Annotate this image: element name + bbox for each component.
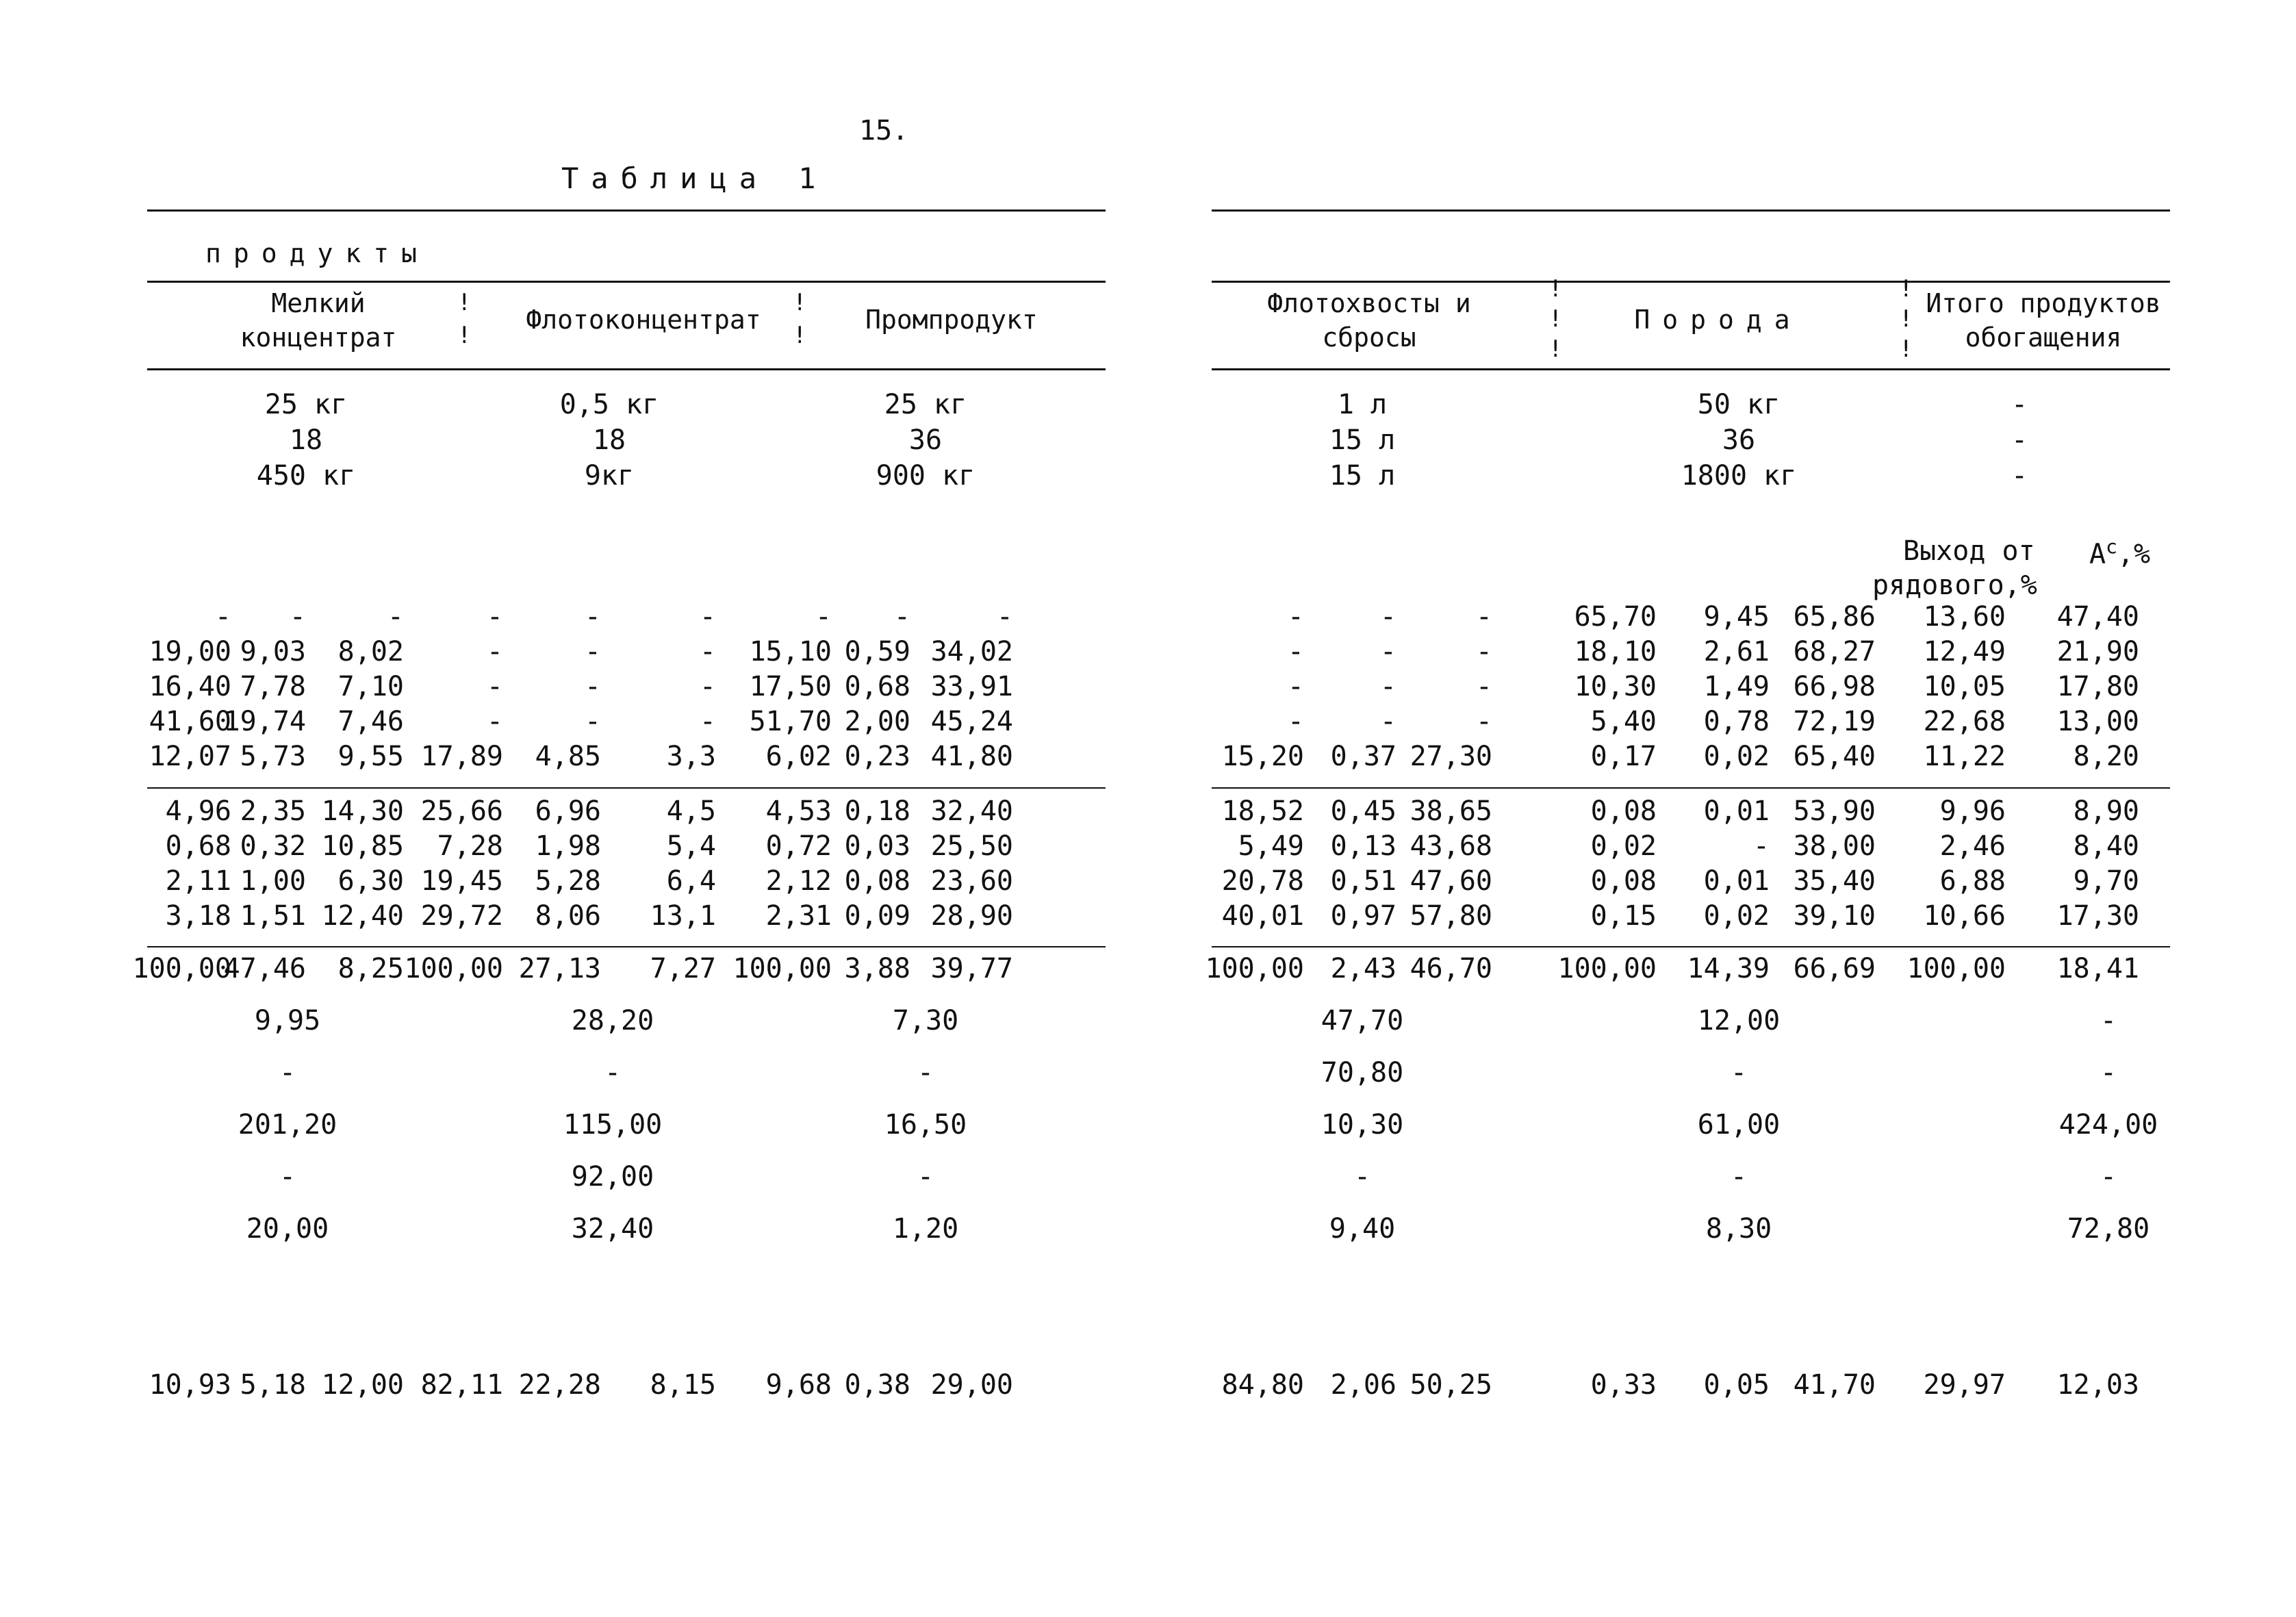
left-final-cell: 10,93	[149, 1369, 231, 1401]
right-separator-2: ! ! !	[1899, 275, 1913, 363]
right-rows_a-cell: 8,20	[2073, 741, 2139, 772]
left-units-cell: 450 кг	[256, 460, 356, 492]
right-rows_a-cell: 13,00	[2056, 706, 2139, 737]
left-units-cell: 900 кг	[876, 460, 975, 492]
right-rows_b-cell: 18,52	[1221, 795, 1304, 827]
right-rows_b-cell: 0,45	[1330, 795, 1396, 827]
left-rows_a-cell: 2,00	[844, 706, 910, 737]
left-rows_b-cell: 8,06	[535, 900, 601, 932]
right-final-cell: 12,03	[2056, 1369, 2139, 1401]
left-rows_a-cell: 17,89	[420, 741, 503, 772]
left-rows_a-cell: 4,85	[535, 741, 601, 772]
right-section-rule-2	[1212, 946, 2170, 947]
right-rows_a-cell: -	[1379, 671, 1396, 702]
left-units-cell: 0,5 кг	[559, 389, 659, 420]
left-total-cell: 100,00	[132, 953, 231, 984]
right-total-cell: 100,00	[1906, 953, 2006, 984]
right-col-header-1-line1: Флотохвосты и	[1267, 288, 1471, 318]
left-rows_b-cell: 5,4	[666, 830, 716, 862]
left-total-cell: 8,25	[337, 953, 404, 984]
right-rows_a-cell: 22,68	[1923, 706, 2006, 737]
left-extra-cell: -	[279, 1161, 296, 1193]
left-rows_b-cell: 5,28	[535, 865, 601, 897]
right-units-cell: -	[2011, 424, 2028, 456]
right-rows_b-cell: 10,66	[1923, 900, 2006, 932]
left-rows_a-cell: 8,02	[337, 636, 404, 667]
left-extra-cell: 32,40	[571, 1213, 654, 1245]
right-final-cell: 84,80	[1221, 1369, 1304, 1401]
right-rows_a-cell: -	[1287, 706, 1304, 737]
right-rows_b-cell: 8,40	[2073, 830, 2139, 862]
ash-label	[2089, 535, 2150, 570]
right-units-cell: 1800 кг	[1681, 460, 1797, 492]
right-rows_a-cell: 21,90	[2056, 636, 2139, 667]
right-rows_a-cell: 2,61	[1703, 636, 1770, 667]
right-rows_a-cell: -	[1379, 706, 1396, 737]
right-rows_a-cell: 11,22	[1923, 741, 2006, 772]
right-rows_a-cell: 0,17	[1590, 741, 1657, 772]
right-separator-1: ! ! !	[1548, 275, 1563, 363]
left-rows_b-cell: 0,72	[765, 830, 832, 862]
left-rows_b-cell: 0,08	[844, 865, 910, 897]
left-group-header: продукты	[205, 238, 430, 268]
right-rows_b-cell: -	[1752, 830, 1770, 862]
left-total-cell: 47,46	[223, 953, 306, 984]
right-units-cell: 15 л	[1329, 424, 1396, 456]
right-rows_a-cell: 0,02	[1703, 741, 1770, 772]
left-rows_b-cell: 0,32	[240, 830, 306, 862]
left-rows_b-cell: 2,31	[765, 900, 832, 932]
table-title: Таблица 1	[561, 162, 828, 195]
left-rows_a-cell: -	[699, 671, 716, 702]
right-rows_a-cell: -	[1475, 706, 1492, 737]
right-final-cell: 0,33	[1590, 1369, 1657, 1401]
right-rows_a-cell: 12,49	[1923, 636, 2006, 667]
right-rows_b-cell: 2,46	[1939, 830, 2006, 862]
left-rows_b-cell: 3,18	[165, 900, 231, 932]
left-final-cell: 29,00	[930, 1369, 1013, 1401]
right-rows_a-cell: 5,40	[1590, 706, 1657, 737]
left-rows_a-cell: -	[486, 671, 503, 702]
right-header-bottom-rule	[1212, 368, 2170, 370]
left-rows_b-cell: 4,96	[165, 795, 231, 827]
left-extra-cell: 201,20	[238, 1109, 337, 1141]
right-rows_a-cell: 1,49	[1703, 671, 1770, 702]
right-rows_b-cell: 40,01	[1221, 900, 1304, 932]
left-rows_a-cell: 15,10	[749, 636, 832, 667]
right-col-header-3-line1: Итого продуктов	[1926, 288, 2161, 318]
right-rows_a-cell: 47,40	[2056, 601, 2139, 633]
left-units-cell: 25 кг	[264, 389, 348, 420]
left-rows_a-cell: -	[289, 601, 306, 633]
right-rows_a-cell: 18,10	[1574, 636, 1657, 667]
right-units-cell: -	[2011, 389, 2028, 420]
right-rows_b-cell: 0,01	[1703, 795, 1770, 827]
right-extra-cell: 72,80	[2067, 1213, 2150, 1245]
right-extra-cell: 12,00	[1697, 1005, 1781, 1036]
page-number: 15.	[859, 115, 909, 147]
right-total-cell: 66,69	[1793, 953, 1876, 984]
right-rows_b-cell: 17,30	[2056, 900, 2139, 932]
left-col-header-1-line1: Мелкий	[271, 288, 366, 318]
left-extra-cell: 16,50	[884, 1109, 967, 1141]
left-col-header-3	[794, 303, 1109, 337]
left-rows_a-cell: 5,73	[240, 741, 306, 772]
right-rows_a-cell: 65,40	[1793, 741, 1876, 772]
right-rows_a-cell: -	[1379, 636, 1396, 667]
left-total-cell: 7,27	[650, 953, 716, 984]
left-rows_b-cell: 2,11	[165, 865, 231, 897]
left-rows_a-cell: -	[584, 671, 601, 702]
left-rows_a-cell: -	[486, 636, 503, 667]
left-units-cell: 9кг	[584, 460, 635, 492]
left-rows_a-cell: 17,50	[749, 671, 832, 702]
left-rows_b-cell: 0,18	[844, 795, 910, 827]
right-final-cell: 41,70	[1793, 1369, 1876, 1401]
ash-suffix: ,%	[2117, 538, 2151, 570]
left-rows_b-cell: 6,30	[337, 865, 404, 897]
left-rows_a-cell: 6,02	[765, 741, 832, 772]
left-rows_a-cell: 9,55	[337, 741, 404, 772]
right-rows_b-cell: 0,51	[1330, 865, 1396, 897]
left-rows_a-cell: 0,23	[844, 741, 910, 772]
left-rows_a-cell: -	[996, 601, 1013, 633]
left-rows_a-cell: 12,07	[149, 741, 231, 772]
right-extra-cell: 70,80	[1321, 1057, 1404, 1088]
right-rows_b-cell: 5,49	[1238, 830, 1304, 862]
right-rows_a-cell: 10,30	[1574, 671, 1657, 702]
left-rows_b-cell: 0,68	[165, 830, 231, 862]
right-rows_a-cell: 27,30	[1410, 741, 1492, 772]
left-final-cell: 22,28	[518, 1369, 601, 1401]
right-rows_b-cell: 57,80	[1410, 900, 1492, 932]
left-rows_b-cell: 4,5	[666, 795, 716, 827]
right-rows_b-cell: 38,65	[1410, 795, 1492, 827]
left-rows_a-cell: 7,10	[337, 671, 404, 702]
right-rows_b-cell: 0,97	[1330, 900, 1396, 932]
right-units-cell: -	[2011, 460, 2028, 492]
left-extra-cell: 28,20	[571, 1005, 654, 1036]
left-col-header-2	[479, 303, 808, 337]
left-extra-cell: -	[279, 1057, 296, 1088]
left-rows_a-cell: 51,70	[749, 706, 832, 737]
right-col-header-2	[1581, 303, 1855, 337]
left-rows_a-cell: -	[486, 601, 503, 633]
right-units-cell: 50 кг	[1697, 389, 1781, 420]
right-extra-cell: -	[2100, 1161, 2117, 1193]
right-rows_b-cell: 47,60	[1410, 865, 1492, 897]
left-rows_a-cell: 33,91	[930, 671, 1013, 702]
right-total-cell: 100,00	[1557, 953, 1657, 984]
right-rows_b-cell: 0,01	[1703, 865, 1770, 897]
left-extra-cell: 1,20	[892, 1213, 959, 1245]
left-rows_a-cell: 0,59	[844, 636, 910, 667]
left-final-cell: 82,11	[420, 1369, 503, 1401]
left-rows_b-cell: 0,03	[844, 830, 910, 862]
right-total-cell: 46,70	[1410, 953, 1492, 984]
left-rows_b-cell: 25,66	[420, 795, 503, 827]
right-final-cell: 2,06	[1330, 1369, 1396, 1401]
left-col-header-2-line1: Флотоконцентрат	[526, 305, 761, 335]
right-rows_a-cell: 10,05	[1923, 671, 2006, 702]
left-rows_a-cell: 34,02	[930, 636, 1013, 667]
left-col-header-3-line1: Промпродукт	[865, 305, 1038, 335]
right-rows_b-cell: 20,78	[1221, 865, 1304, 897]
left-rows_b-cell: 28,90	[930, 900, 1013, 932]
right-rows_a-cell: 17,80	[2056, 671, 2139, 702]
right-total-cell: 2,43	[1330, 953, 1396, 984]
right-rows_a-cell: 15,20	[1221, 741, 1304, 772]
left-rows_a-cell: 9,03	[240, 636, 306, 667]
right-rows_b-cell: 9,96	[1939, 795, 2006, 827]
right-rows_b-cell: 0,15	[1590, 900, 1657, 932]
right-col-header-3	[1910, 286, 2177, 355]
right-section-rule-1	[1212, 787, 2170, 789]
right-rows_a-cell: 72,19	[1793, 706, 1876, 737]
left-section-rule-2	[147, 946, 1106, 947]
left-rows_b-cell: 1,00	[240, 865, 306, 897]
yield-label-line1: Выход от	[1903, 535, 2035, 567]
right-extra-cell: 8,30	[1705, 1213, 1772, 1245]
right-rows_b-cell: 0,02	[1703, 900, 1770, 932]
right-extra-cell: -	[2100, 1057, 2117, 1088]
left-rows_b-cell: 29,72	[420, 900, 503, 932]
left-total-cell: 39,77	[930, 953, 1013, 984]
left-rows_a-cell: -	[214, 601, 231, 633]
right-col-header-2-line1: Порода	[1634, 305, 1802, 335]
left-header-bottom-rule	[147, 368, 1106, 370]
right-rows_a-cell: 65,70	[1574, 601, 1657, 633]
left-rows_b-cell: 14,30	[321, 795, 404, 827]
left-extra-cell: -	[604, 1057, 622, 1088]
right-extra-cell: -	[1730, 1161, 1748, 1193]
left-rows_a-cell: 0,68	[844, 671, 910, 702]
left-rows_b-cell: 2,35	[240, 795, 306, 827]
left-total-cell: 100,00	[732, 953, 832, 984]
left-rows_b-cell: 12,40	[321, 900, 404, 932]
right-extra-cell: 424,00	[2058, 1109, 2158, 1141]
right-rows_a-cell: 13,60	[1923, 601, 2006, 633]
left-total-cell: 3,88	[844, 953, 910, 984]
left-units-cell: 18	[289, 424, 323, 456]
left-units-cell: 25 кг	[884, 389, 967, 420]
right-total-cell: 18,41	[2056, 953, 2139, 984]
right-units-cell: 36	[1722, 424, 1756, 456]
right-col-header-1	[1205, 286, 1533, 355]
right-final-cell: 50,25	[1410, 1369, 1492, 1401]
left-rows_b-cell: 19,45	[420, 865, 503, 897]
left-extra-cell: 92,00	[571, 1161, 654, 1193]
left-rows_a-cell: 45,24	[930, 706, 1013, 737]
right-extra-cell: 61,00	[1697, 1109, 1781, 1141]
right-rows_a-cell: 0,37	[1330, 741, 1396, 772]
right-rows_a-cell: -	[1287, 671, 1304, 702]
left-rows_a-cell: -	[699, 601, 716, 633]
right-header-top-rule	[1212, 281, 2170, 283]
yield-label-line2: рядового,%	[1872, 570, 2037, 601]
left-rows_b-cell: 2,12	[765, 865, 832, 897]
left-rows_b-cell: 13,1	[650, 900, 716, 932]
right-col-header-1-line2: сбросы	[1322, 322, 1416, 353]
left-col-header-1-line2: концентрат	[240, 322, 397, 353]
left-rows_a-cell: 19,74	[223, 706, 306, 737]
left-final-cell: 12,00	[321, 1369, 404, 1401]
left-rows_a-cell: 3,3	[666, 741, 716, 772]
left-rows_a-cell: 41,60	[149, 706, 231, 737]
left-separator-1: ! !	[457, 289, 472, 349]
left-rows_a-cell: -	[584, 706, 601, 737]
left-separator-2: ! !	[793, 289, 807, 349]
left-final-cell: 9,68	[765, 1369, 832, 1401]
left-rows_a-cell: -	[699, 706, 716, 737]
left-rows_a-cell: 16,40	[149, 671, 231, 702]
right-extra-cell: 10,30	[1321, 1109, 1404, 1141]
left-rows_a-cell: 7,46	[337, 706, 404, 737]
left-rows_b-cell: 1,51	[240, 900, 306, 932]
left-rows_a-cell: -	[584, 601, 601, 633]
right-rows_b-cell: 6,88	[1939, 865, 2006, 897]
right-extra-cell: -	[1353, 1161, 1371, 1193]
left-rows_a-cell: 41,80	[930, 741, 1013, 772]
left-rows_a-cell: 19,00	[149, 636, 231, 667]
left-units-cell: 18	[592, 424, 626, 456]
right-rows_a-cell: 0,78	[1703, 706, 1770, 737]
left-rows_b-cell: 4,53	[765, 795, 832, 827]
left-rows_a-cell: -	[584, 636, 601, 667]
left-section-rule-1	[147, 787, 1106, 789]
right-units-cell: 1 л	[1337, 389, 1388, 420]
left-units-cell: 36	[908, 424, 943, 456]
left-rows_a-cell: -	[893, 601, 910, 633]
left-rows_b-cell: 32,40	[930, 795, 1013, 827]
right-rows_a-cell: 9,45	[1703, 601, 1770, 633]
left-rows_b-cell: 6,4	[666, 865, 716, 897]
left-col-header-1	[154, 286, 483, 355]
left-rows_b-cell: 6,96	[535, 795, 601, 827]
left-rows_b-cell: 10,85	[321, 830, 404, 862]
right-rows_b-cell: 38,00	[1793, 830, 1876, 862]
right-extra-cell: 47,70	[1321, 1005, 1404, 1036]
right-rows_a-cell: -	[1475, 601, 1492, 633]
right-units-cell: 15 л	[1329, 460, 1396, 492]
right-rows_a-cell: -	[1475, 671, 1492, 702]
right-rows_a-cell: 68,27	[1793, 636, 1876, 667]
left-rows_a-cell: -	[486, 706, 503, 737]
right-total-cell: 100,00	[1205, 953, 1304, 984]
left-extra-cell: 7,30	[892, 1005, 959, 1036]
right-rows_a-cell: -	[1379, 601, 1396, 633]
right-extra-cell: 9,40	[1329, 1213, 1396, 1245]
right-rows_b-cell: 53,90	[1793, 795, 1876, 827]
right-rows_b-cell: 0,08	[1590, 865, 1657, 897]
left-rows_a-cell: -	[699, 636, 716, 667]
right-rows_b-cell: 0,13	[1330, 830, 1396, 862]
left-rows_b-cell: 7,28	[437, 830, 503, 862]
left-rows_a-cell: -	[387, 601, 404, 633]
left-extra-cell: 20,00	[246, 1213, 329, 1245]
right-rows_a-cell: -	[1287, 601, 1304, 633]
right-extra-cell: -	[2100, 1005, 2117, 1036]
right-rows_b-cell: 8,90	[2073, 795, 2139, 827]
left-header-top-rule	[147, 281, 1106, 283]
left-rows_b-cell: 1,98	[535, 830, 601, 862]
left-extra-cell: -	[917, 1057, 934, 1088]
left-total-cell: 100,00	[404, 953, 503, 984]
ash-superscript: c	[2106, 535, 2117, 558]
right-extra-cell: -	[1730, 1057, 1748, 1088]
left-extra-cell: -	[917, 1161, 934, 1193]
right-top-rule	[1212, 209, 2170, 212]
right-rows_b-cell: 0,08	[1590, 795, 1657, 827]
right-rows_a-cell: 65,86	[1793, 601, 1876, 633]
left-rows_b-cell: 23,60	[930, 865, 1013, 897]
right-rows_b-cell: 0,02	[1590, 830, 1657, 862]
right-rows_a-cell: 66,98	[1793, 671, 1876, 702]
right-final-cell: 29,97	[1923, 1369, 2006, 1401]
right-col-header-3-line2: обогащения	[1965, 322, 2122, 353]
right-rows_a-cell: -	[1475, 636, 1492, 667]
left-final-cell: 8,15	[650, 1369, 716, 1401]
right-rows_b-cell: 39,10	[1793, 900, 1876, 932]
left-extra-cell: 115,00	[563, 1109, 663, 1141]
right-rows_a-cell: -	[1287, 636, 1304, 667]
right-rows_b-cell: 35,40	[1793, 865, 1876, 897]
right-total-cell: 14,39	[1687, 953, 1770, 984]
left-total-cell: 27,13	[518, 953, 601, 984]
left-rows_a-cell: -	[815, 601, 832, 633]
left-rows_b-cell: 25,50	[930, 830, 1013, 862]
left-extra-cell: 9,95	[254, 1005, 321, 1036]
left-final-cell: 5,18	[240, 1369, 306, 1401]
left-top-rule	[147, 209, 1106, 212]
right-final-cell: 0,05	[1703, 1369, 1770, 1401]
ash-symbol: A	[2089, 538, 2106, 570]
left-rows_b-cell: 0,09	[844, 900, 910, 932]
right-rows_b-cell: 9,70	[2073, 865, 2139, 897]
left-rows_a-cell: 7,78	[240, 671, 306, 702]
left-final-cell: 0,38	[844, 1369, 910, 1401]
right-rows_b-cell: 43,68	[1410, 830, 1492, 862]
